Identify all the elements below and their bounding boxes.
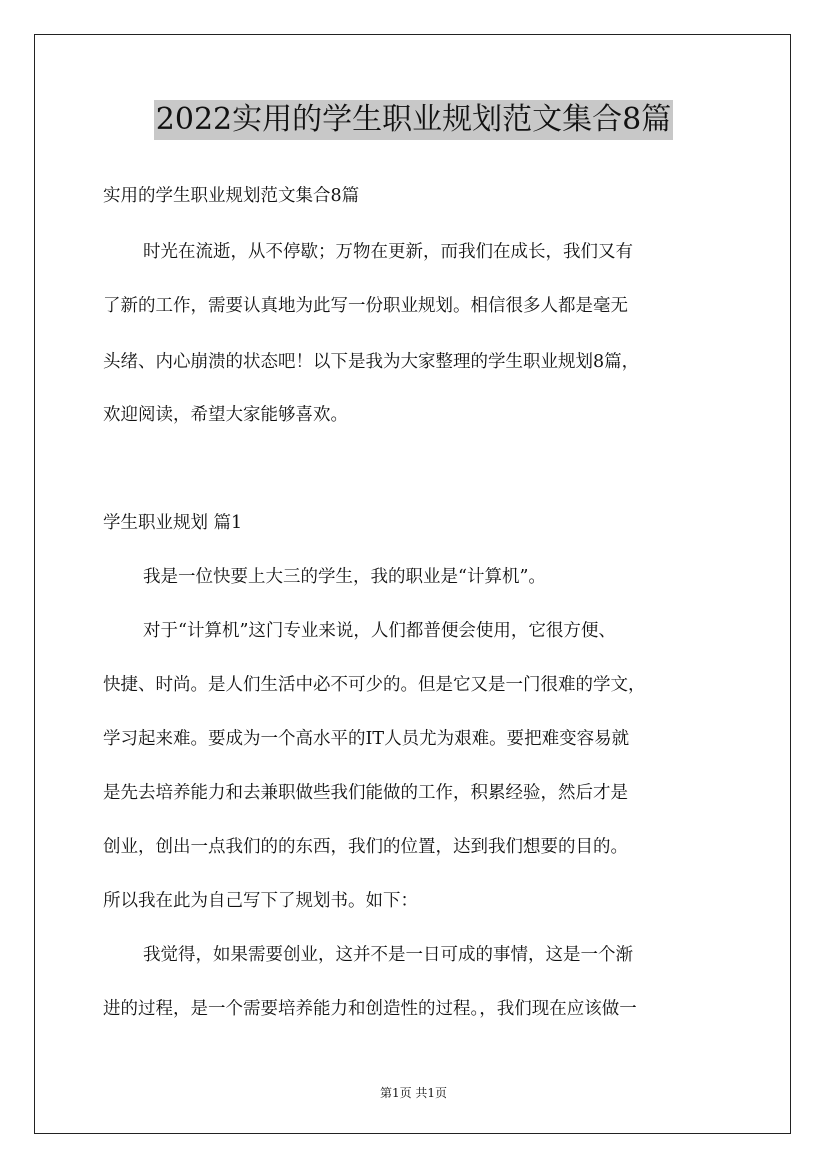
intro-line: 了新的工作，需要认真地为此写一份职业规划。相信很多人都是毫无 [103,296,628,316]
body-line: 对于“计算机”这门专业来说，人们都普便会使用，它很方便、 [143,621,616,641]
body-line: 学习起来难。要成为一个高水平的IT人员尤为艰难。要把难变容易就 [103,729,630,749]
intro-line: 欢迎阅读，希望大家能够喜欢。 [103,405,348,425]
body-line: 创业，创出一点我们的的东西，我们的位置，达到我们想要的目的。 [103,837,628,857]
document-title: 2022实用的学生职业规划范文集合8篇 [154,100,673,140]
body-line: 我是一位快要上大三的学生，我的职业是“计算机”。 [143,567,546,587]
intro-line: 时光在流逝，从不停歇；万物在更新，而我们在成长，我们又有 [143,242,633,262]
page-footer: 第1页 共1页 [379,1086,448,1100]
body-line: 所以我在此为自己写下了规划书。如下： [103,891,418,911]
body-line: 进的过程，是一个需要培养能力和创造性的过程。，我们现在应该做一 [103,999,637,1019]
body-line: 我觉得，如果需要创业，这并不是一日可成的事情，这是一个渐 [143,945,633,965]
section-heading: 学生职业规划 篇1 [103,513,243,533]
subtitle: 实用的学生职业规划范文集合8篇 [103,186,360,206]
body-line: 快捷、时尚。是人们生活中必不可少的。但是它又是一门很难的学文， [103,675,646,695]
intro-line: 头绪、内心崩溃的状态吧！以下是我为大家整理的学生职业规划8篇， [103,352,640,372]
body-line: 是先去培养能力和去兼职做些我们能做的工作，积累经验，然后才是 [103,783,628,803]
title-container [0,100,827,140]
